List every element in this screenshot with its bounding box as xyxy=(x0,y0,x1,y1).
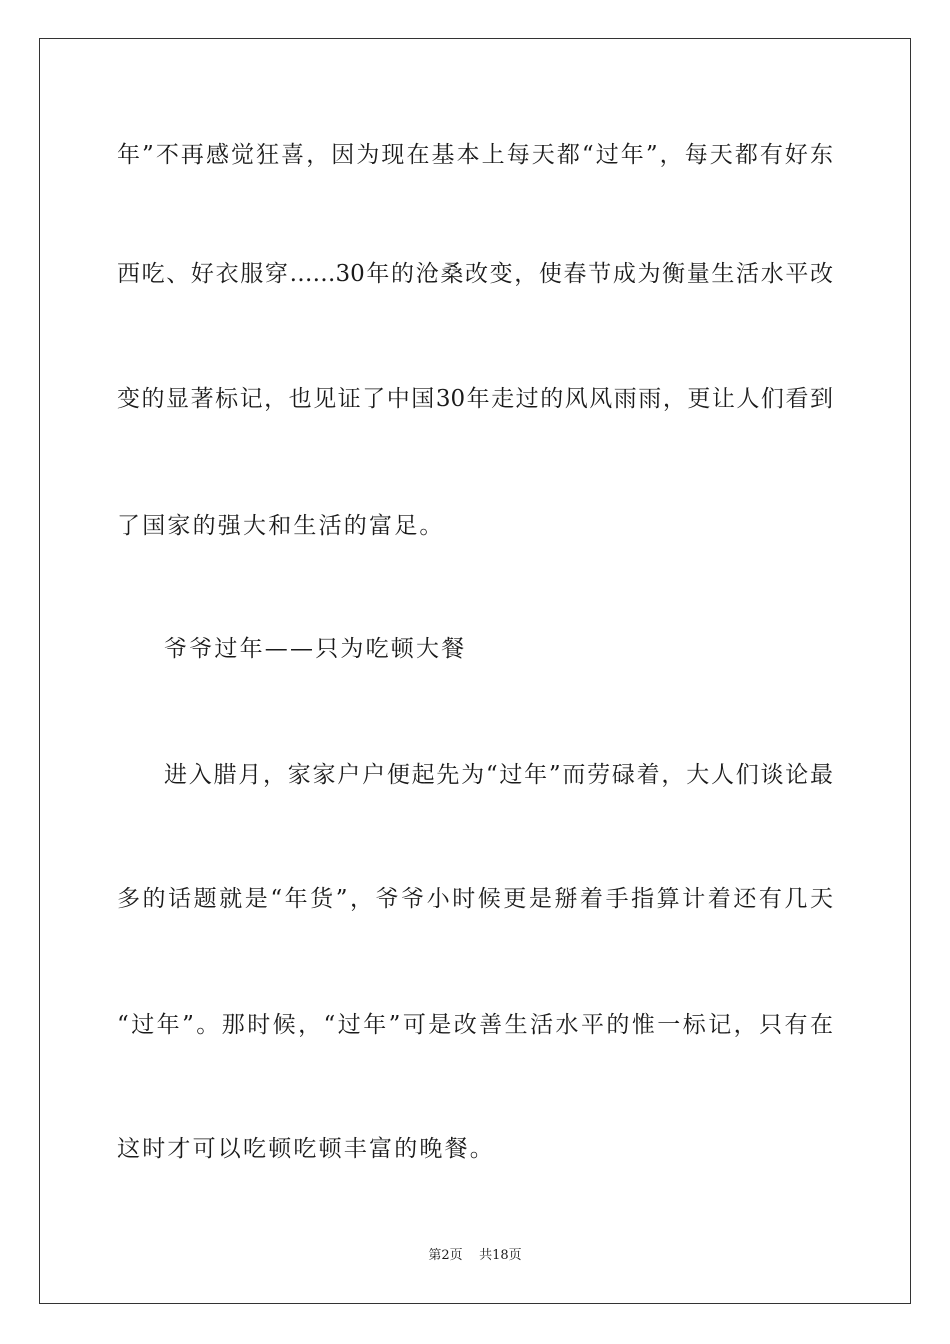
paragraph-line-7: “过年”。那时候，“过年”可是改善生活水平的惟一标记，只有在 xyxy=(117,1012,833,1038)
paragraph-line-4: 了国家的强大和生活的富足。 xyxy=(117,513,445,539)
section-heading: 爷爷过年——只为吃顿大餐 xyxy=(164,636,467,662)
page-border xyxy=(39,38,911,1304)
paragraph-line-5: 进入腊月，家家户户便起先为“过年”而劳碌着，大人们谈论最 xyxy=(164,762,833,788)
paragraph-line-6: 多的话题就是“年货”，爷爷小时候更是掰着手指算计着还有几天 xyxy=(117,886,833,912)
paragraph-line-1: 年”不再感觉狂喜，因为现在基本上每天都“过年”，每天都有好东 xyxy=(117,142,833,168)
paragraph-line-2: 西吃、好衣服穿……30年的沧桑改变，使春节成为衡量生活水平改 xyxy=(117,261,833,287)
page-number-footer: 第2页 共18页 xyxy=(428,1248,522,1263)
paragraph-line-3: 变的显著标记，也见证了中国30年走过的风风雨雨，更让人们看到 xyxy=(117,386,833,412)
paragraph-line-8: 这时才可以吃顿吃顿丰富的晚餐。 xyxy=(117,1136,495,1162)
